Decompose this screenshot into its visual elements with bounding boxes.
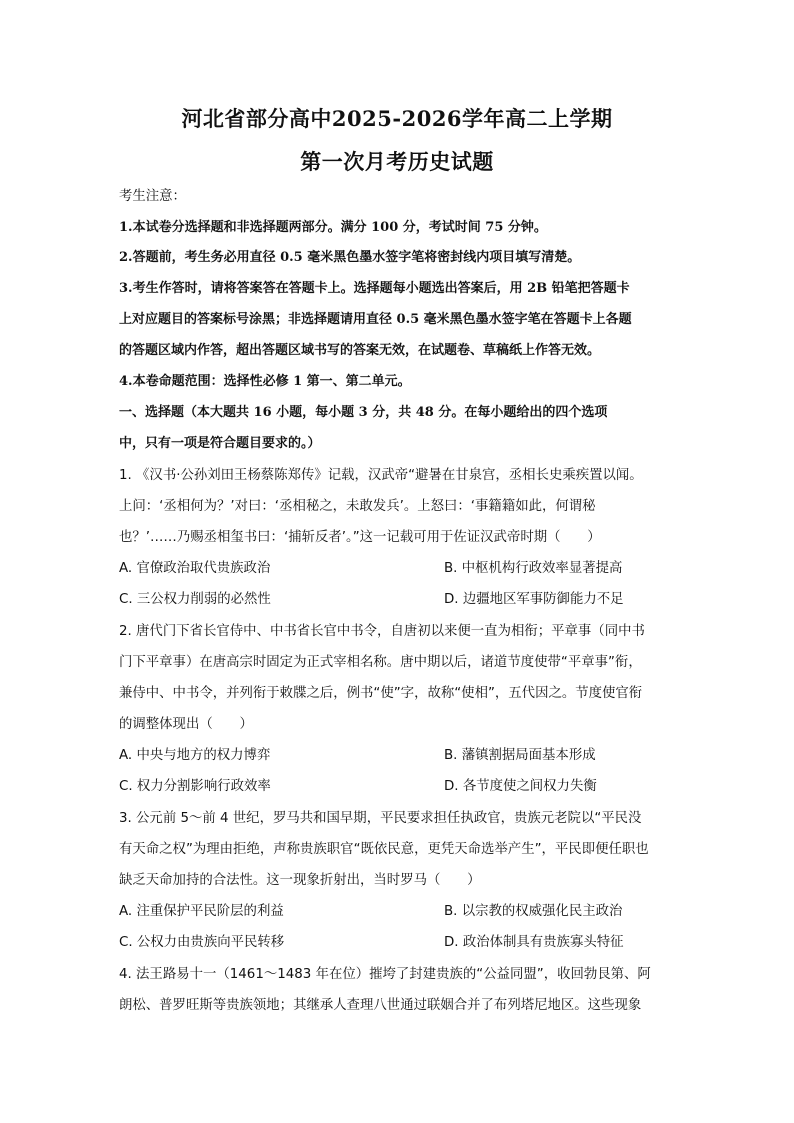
question-2-stem: 2. 唐代门下省长官侍中、中书省长官中书令，自唐初以来便一直为相衔；平章事（同中书	[119, 624, 645, 639]
question-3-stem: 有天命之权”为理由拒绝，声称贵族职官“既依民意，更凭天命选举产生”，平民即便任职也	[119, 842, 649, 857]
question-1-option-d: D. 边疆地区军事防御能力不足	[444, 592, 624, 607]
question-4-stem: 4. 法王路易十一（1461～1483 年在位）摧垮了封建贵族的“公益同盟”，收回勃艮第、阿	[119, 967, 651, 982]
question-2-stem: 门下平章事）在唐高宗时固定为正式宰相名称。唐中期以后，诸道节度使带“平章事”衔，	[119, 655, 642, 670]
question-3-option-c: C. 公权力由贵族向平民转移	[119, 935, 285, 950]
notice-item: 3.考生作答时，请将答案答在答题卡上。选择题每小题选出答案后，用 2B 铅笔把答题卡	[119, 281, 630, 296]
notice-item: 4.本卷命题范围：选择性必修 1 第一、第二单元。	[119, 374, 411, 389]
question-2-option-a: A. 中央与地方的权力博弈	[119, 748, 271, 763]
question-2-stem: 的调整体现出（ ）	[119, 717, 253, 732]
question-1-stem: 也？’……乃赐丞相玺书曰：‘捕斩反者’。”这一记载可用于佐证汉武帝时期（ ）	[119, 530, 601, 545]
notice-item: 1.本试卷分选择题和非选择题两部分。满分 100 分，考试时间 75 分钟。	[119, 220, 547, 235]
question-1-option-c: C. 三公权力削弱的必然性	[119, 592, 271, 607]
question-3-option-b: B. 以宗教的权威强化民主政治	[444, 904, 623, 919]
question-1-stem: 1. 《汉书·公孙刘田王杨蔡陈郑传》记载，汉武帝“避暑在甘泉宫，丞相长史乘疾置以闻。	[119, 468, 643, 483]
question-1-option-b: B. 中枢机构行政效率显著提高	[444, 561, 623, 576]
question-4-stem: 朗松、普罗旺斯等贵族领地；其继承人查理八世通过联姻合并了布列塔尼地区。这些现象	[119, 998, 642, 1013]
question-3-option-a: A. 注重保护平民阶层的利益	[119, 904, 284, 919]
question-1-stem: 上问：‘丞相何为？’对曰：‘丞相秘之，未敢发兵’。上怒曰：‘事籍籍如此，何谓秘	[119, 499, 596, 514]
question-2-option-c: C. 权力分割影响行政效率	[119, 779, 271, 794]
question-2-option-b: B. 藩镇割据局面基本形成	[444, 748, 596, 763]
question-3-stem: 缺乏天命加持的合法性。这一现象折射出，当时罗马（ ）	[119, 873, 481, 888]
notice-item: 的答题区域内作答，超出答题区域书写的答案无效，在试题卷、草稿纸上作答无效。	[119, 343, 601, 358]
exam-subtitle: 第一次月考历史试题	[300, 149, 494, 174]
question-1-option-a: A. 官僚政治取代贵族政治	[119, 561, 271, 576]
notice-item: 2.答题前，考生务必用直径 0.5 毫米黑色墨水签字笔将密封线内项目填写清楚。	[119, 250, 581, 265]
section-heading-cont: 中，只有一项是符合题目要求的。）	[119, 436, 321, 451]
question-2-option-d: D. 各节度使之间权力失衡	[444, 779, 597, 794]
exam-title: 河北省部分高中2025-2026学年高二上学期	[181, 106, 613, 131]
question-2-stem: 兼侍中、中书令，并列衔于敕牒之后，例书“使”字，故称“使相”，五代因之。节度使官衔	[119, 686, 643, 701]
question-3-option-d: D. 政治体制具有贵族寡头特征	[444, 935, 624, 950]
section-heading: 一、选择题（本大题共 16 小题，每小题 3 分，共 48 分。在每小题给出的四个选项	[119, 405, 608, 420]
notice-heading: 考生注意：	[119, 189, 186, 204]
notice-item: 上对应题目的答案标号涂黑；非选择题请用直径 0.5 毫米黑色墨水签字笔在答题卡上各题	[119, 312, 632, 327]
question-3-stem: 3. 公元前 5～前 4 世纪，罗马共和国早期，平民要求担任执政官，贵族元老院以“平民没	[119, 811, 642, 826]
